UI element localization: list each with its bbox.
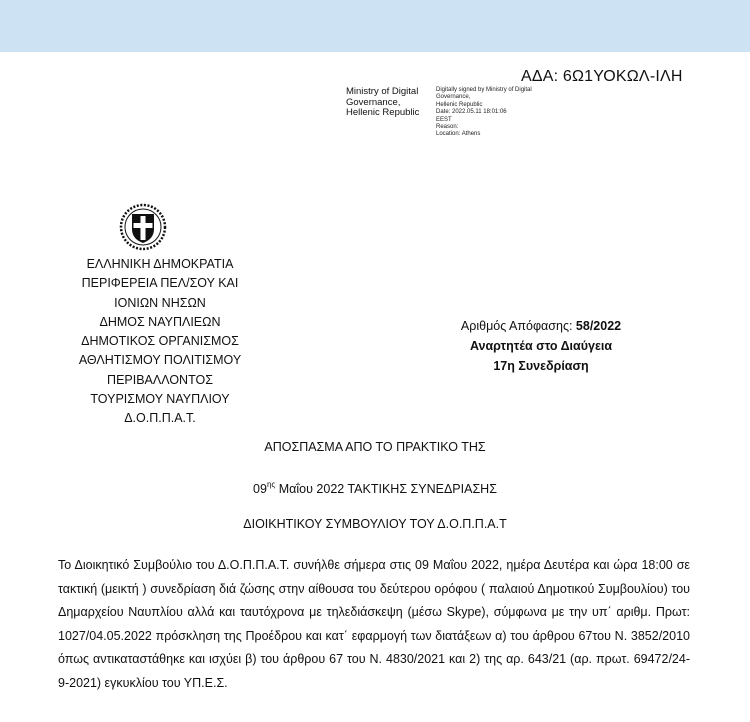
org-line: ΕΛΛΗΝΙΚΗ ΔΗΜΟΚΡΑΤΙΑ xyxy=(86,257,234,271)
org-line: ΔΗΜΟΤΙΚΟΣ ΟΡΓΑΝΙΣΜΟΣ xyxy=(81,334,239,349)
session-date-heading xyxy=(0,480,750,496)
org-line: ΔΗΜΟΣ ΝΑΥΠΛΙΕΩΝ xyxy=(99,314,221,329)
org-line: Δ.Ο.Π.Π.Α.Τ. xyxy=(124,411,196,426)
date-suffix: ης xyxy=(266,480,276,489)
publish-note-text: Αναρτητέα στο Διαύγεια xyxy=(469,339,613,353)
top-banner xyxy=(0,0,750,52)
org-line: ΠΕΡΙΒΑΛΛΟΝΤΟΣ xyxy=(107,372,213,387)
decision-number: 58/2022 xyxy=(575,319,622,333)
signature-issuer: Ministry of Digital Governance, Hellenic Republic xyxy=(346,86,420,118)
signature-line: Hellenic Republic xyxy=(436,101,483,108)
ada-code: ΑΔΑ: 6Ω1ΥΟΚΩΛ-ΙΛΗ xyxy=(521,68,683,85)
decision-number-line xyxy=(408,316,674,336)
org-line: ΙΟΝΙΩΝ ΝΗΣΩΝ xyxy=(114,295,206,310)
signature-line: EEST xyxy=(436,116,452,123)
signature-line: Date: 2022.05.11 18:01:06 xyxy=(436,109,507,116)
decision-info xyxy=(408,316,674,376)
coat-of-arms-icon xyxy=(118,202,168,252)
org-line: ΑΘΛΗΤΙΣΜΟΥ ΠΟΛΙΤΙΣΜΟΥ xyxy=(78,353,242,368)
session-number-text: 17η Συνεδρίαση xyxy=(493,359,589,373)
org-line: ΤΟΥΡΙΣΜΟΥ ΝΑΥΠΛΙΟΥ xyxy=(90,392,230,407)
signature-details xyxy=(436,87,536,139)
session-number xyxy=(408,356,674,376)
excerpt-heading: ΑΠΟΣΠΑΣΜΑ ΑΠΟ ΤΟ ΠΡΑΚΤΙΚΟ ΤΗΣ xyxy=(264,440,486,454)
date-rest: Μαΐου 2022 ΤΑΚΤΙΚΗΣ ΣΥΝΕΔΡΙΑΣΗΣ xyxy=(275,482,497,496)
date-day: 09 xyxy=(253,482,267,496)
board-heading: ΔΙΟΙΚΗΤΙΚΟΥ ΣΥΜΒΟΥΛΙΟΥ ΤΟΥ Δ.Ο.Π.Π.Α.Τ xyxy=(243,517,507,531)
publish-note xyxy=(408,336,674,356)
decision-label: Αριθμός Απόφασης: xyxy=(460,319,576,333)
signature-line: Digitally signed by Ministry of Digital Governance, xyxy=(436,87,532,101)
signature-line: Location: Athens xyxy=(436,131,481,138)
signature-line: Reason: xyxy=(436,124,459,131)
org-line: ΠΕΡΙΦΕΡΕΙΑ ΠΕΛ/ΣΟΥ ΚΑΙ xyxy=(81,276,239,291)
organization-header xyxy=(40,255,280,429)
body-paragraph: Το Διοικητικό Συμβούλιο του Δ.Ο.Π.Π.Α.Τ. συνήλθε σήμερα στις 09 Μαΐου 2022, ημέρα Δευτέρα και ώρα 18:00 σε τακτική (μεικτή ) συνεδρίαση διά ζώσης στην αίθουσα του δεύτερου ορόφου ( παλαιού Δημοτικού Συμβουλίου) του Δημαρχείου Ναυπλίου αλλά και ταυτόχρονα με τηλεδιάσκεψη (μέσω Skype), σύμφωνα με την υπ΄ αριθμ. Πρωτ: 1027/04.05.2022 πρόσκληση της Προέδρου και κατ΄ εφαρμογή των διατάξεων α) του άρθρου 67του Ν. 3852/2010 όπως αντικαταστάθηκε και ισχύει β) του άρθρου 67 του Ν. 4830/2021 και 2) της αρ. 643/21 (αρ. πρωτ. 69472/24-9-2021) εγκυκλίου του ΥΠ.Ε.Σ. xyxy=(58,558,690,690)
